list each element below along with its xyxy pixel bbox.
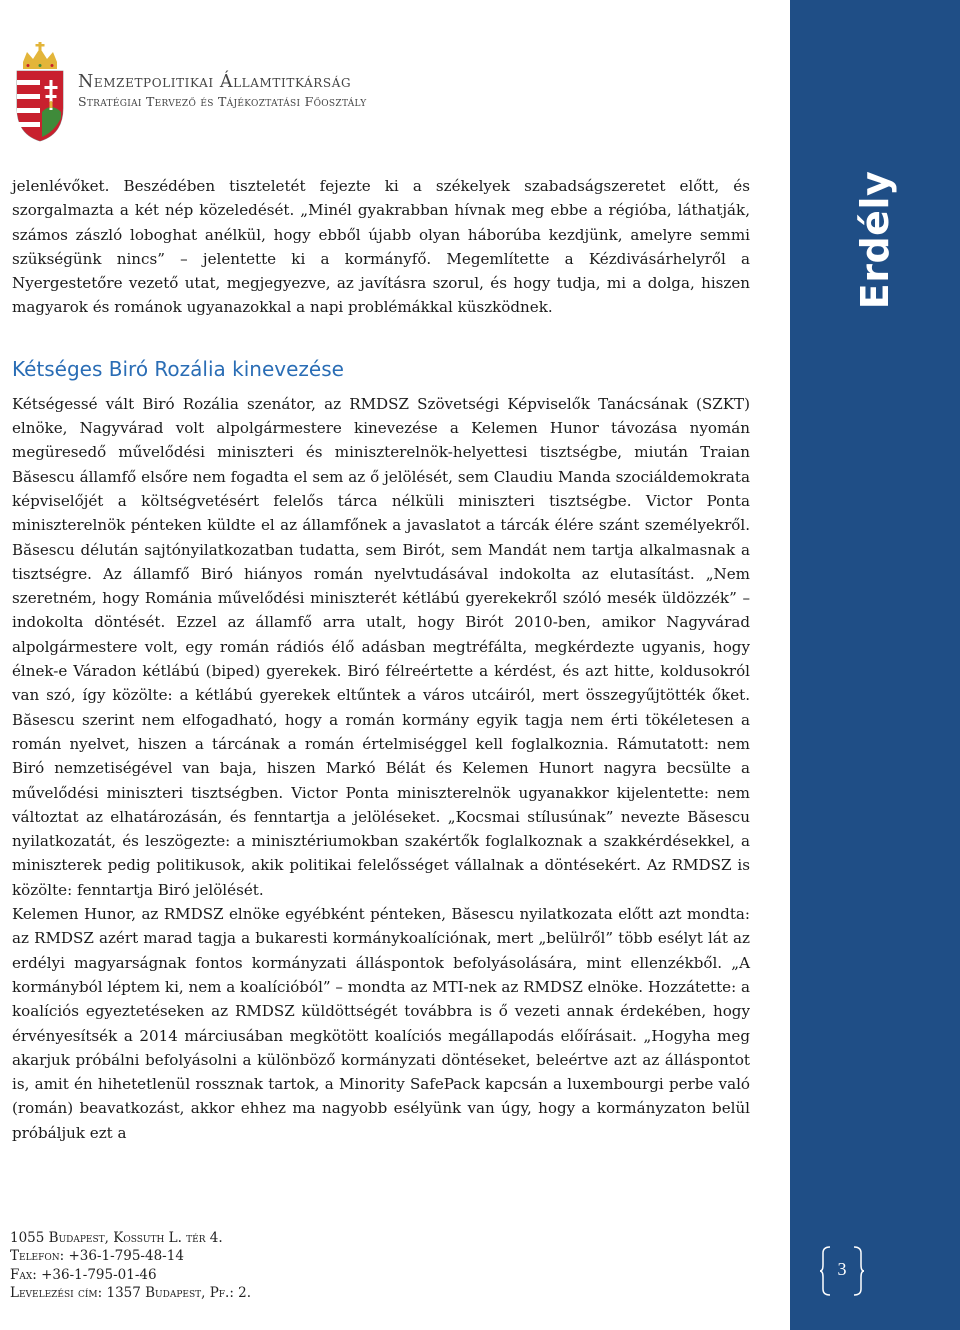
coat-of-arms-icon — [14, 42, 66, 142]
footer-phone: Telefon: +36-1-795-48-14 — [10, 1248, 184, 1265]
footer-fax: Fax: +36-1-795-01-46 — [10, 1266, 157, 1283]
org-name: Nemzetpolitikai Államtitkárság — [78, 72, 352, 92]
section-heading: Kétséges Biró Rozália kinevezése — [12, 356, 344, 381]
footer-address: 1055 Budapest, Kossuth L. tér 4. — [10, 1230, 223, 1246]
page-number: 3 — [837, 1259, 847, 1279]
region-label: Erdély — [853, 170, 897, 310]
section-paragraph: Kétségessé vált Biró Rozália szenátor, az RMDSZ Szövetségi Képviselők Tanácsának (SZKT) elnöke, Nagyvárad volt alpolgármestere kinevezése a Kelemen Hunor távozása nyomán megüresedő művelődési miniszteri és miniszterelnök-helyettesi tisztségbe, miután Traian Băsescu államfő elsőre nem fogadta el sem az ő jelölését, sem Claudiu Manda szociáldemokrata képviselőjét a költségvetésért felelős tárca nélküli miniszteri tisztségbe. Victor Ponta miniszterelnök pénteken küldte el az államfőnek a javaslatot a tárcák élére szánt személyekről. Băsescu délután sajtónyilatkozatban tudatta, sem Birót, sem Mandát nem tartja alkalmasnak a tisztségre. Az államfő Biró hiányos román nyelvtudásával indokolta az elutasítást. „Nem szeretném, hogy Románia művelődési miniszterét kétlábú gyerekekről szóló mesék üldözzék” – indokolta döntését. Ezzel az államfő arra utalt, hogy Birót 2010-ben, amikor Nagyvárad alpolgármestere volt, egy román rádiós élő adásban megtréfálta, megkérdezte ugyanis, hogy élnek-e Váradon kétlábú (biped) gyerekek. Biró félreértette a kérdést, és azt hitte, koldusokról van szó, így közölte: a kétlábú gyerekek eltűntek a város utcáiról, mert összegyűjtötték őket. Băsescu szerint nem elfogadható, hogy a román kormány egyik tagja nem érti tökéletesen a román nyelvet, hiszen a tárcának a román értelmiséggel kell foglalkoznia. Rámutatott: nem Biró nemzetiségével van baja, hiszen Markó Bélát és Kelemen Hunort nagyra becsülte a művelődési miniszteri tisztségben. Victor Ponta miniszterelnök ugyanakkor kijelentette: nem változtat az elhatározásán, és fenntartja a jelöléseket. „Kocsmai stílusúnak” nevezte Băsescu nyilatkozatát, és leszögezte: a minisztériumokban szakértők foglalkoznak a szakkérdésekkel, a miniszterek pedig politikusok, akik politikai felelősséget vállalnak a döntésekért. Az RMDSZ is közölte: fenntartja Biró jelölését. — [12, 394, 750, 899]
footer-contact — [10, 1229, 251, 1302]
intro-paragraph: jelenlévőket. Beszédében tiszteletét fejezte ki a székelyek szabadságszeretet előtt, és szorgalmazta a két nép közeledését. „Minél gyakrabban hívnak meg ebbe a régióba, láthatják, számos zászló loboghat anélkül, hogy ebből újabb olyan háborúba kezdjünk, amelyre semmi szükségünk nincs” – jelentette ki a kormányfő. Megemlítette a Kézdivásárhelyről a Nyergestetőre vezető utat, megjegyezve, az javításra szorul, és hogy tudja, mi a dolga, hiszen magyarok és románok ugyanazokkal a napi problémákkal küszködnek. — [12, 177, 750, 317]
org-subtitle: Stratégiai Tervező és Tájékoztatási Főosztály — [78, 94, 367, 109]
footer-postal: Levelezési cím: 1357 Budapest, Pf.: 2. — [10, 1284, 252, 1301]
document-body — [12, 174, 750, 1145]
org-header — [78, 72, 367, 110]
section-paragraph: Kelemen Hunor, az RMDSZ elnöke egyébként pénteken, Băsescu nyilatkozata előtt azt mondta: az RMDSZ azért marad tagja a bukaresti kormánykoalíciónak, mert „belülről” több esélyt lát az erdélyi magyarságnak fontos kormányzati álláspontok befolyásolására, mint ellenzékből. „A kormányból léptem ki, nem a koalícióból” – mondta az MTI-nek az RMDSZ elnöke. Hozzátette: a koalíciós egyeztetéseken az RMDSZ küldöttségét továbbra is ő vezeti annak érdekében, hogy érvényesítsék a 2014 márciusában megkötött koalíciós megállapodás előírásait. „Hogyha meg akarjuk próbálni befolyásolni a különböző kormányzati döntéseket, beleértve azt az álláspontot is, amit én hihetetlenül rossznak tartok, a Minority SafePack kapcsán a luxembourgi perbe való (román) beavatkozást, akkor ehhez ma nagyobb esélyünk van úgy, hogy a kormányzaton belül próbáljuk ezt a — [12, 905, 750, 1142]
